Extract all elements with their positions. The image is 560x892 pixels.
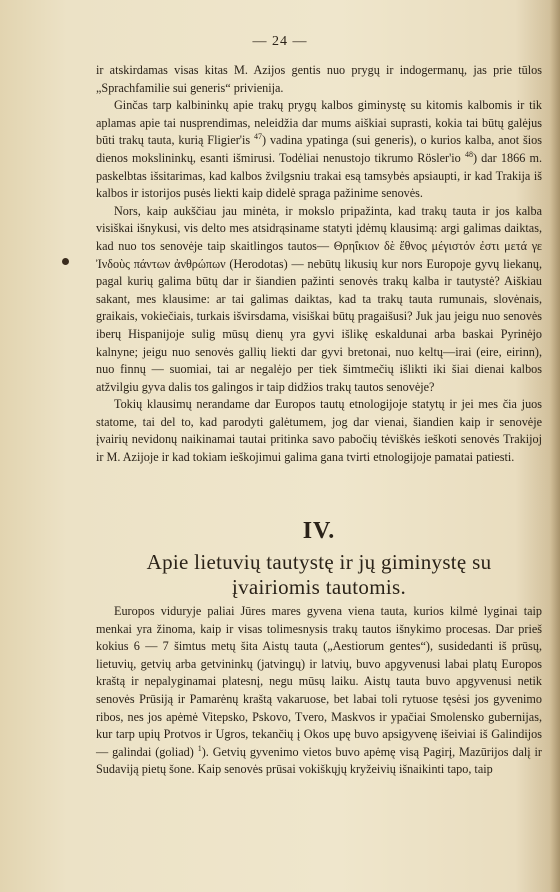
chapter-text-lower xyxy=(96,603,542,779)
body-paragraph: ir atskirdamas visas kitas M. Azijos gentis nuo prygų ir indogermanų, jas prie tūlos „Sprachfamilie sui generis“ privienija. xyxy=(96,63,542,95)
section-title-line-1: Apie lietuvių tautystę ir jų giminystę su xyxy=(146,550,492,574)
page-number: — 24 — xyxy=(252,34,308,49)
body-paragraph: Nors, kaip aukščiau jau minėta, ir mokslo pripažinta, kad trakų tauta ir jos kalba visiškai išnykusi, vis delto mes atsidrąsiname statyti įdėmų klausimą: argi galimas daiktas, kad nuo tos senovėje taip skaitlingos tautos— Θρηΐκιον δὲ ἔθνος μέγιστόν ἐστι μετά γε Ἰνδοὺς πάντων ἀνθρώπων (Herodotas) — nebūtų likusių kur nors Europoje gyvų liekanų, pagal kurių galima būtų dar ir šiandien pažinti senovės trakų kalba ir tautystė? Aiškiau sakant, mes klausime: ar tai galimas daiktas, kad ta trakų tauta rumunais, slovėnais, graikais, vokiečiais, turkais išvirsdama, visiškai būtų pragaišusi? Juk jau jeigu nuo senovės iberų Hispanijoje sulig mūsų dienų yra gyvi išlikę eskaldunai arba baskai Pyrinėjo kalnyne; jeigu nuo senovės gallių liekti dar gyvi bretonai, nuo keltų—irai (eire, eirinn), nuo finnų — suomiai, tai ar negalėjo per tiek šimtmečių išlikti iki šiai dienai kalbos atžvilgiu gyva dalis tos galingos ir taip didžios trakų tautos senovėje? xyxy=(96,203,542,394)
body-paragraph: Tokių klausimų nerandame dar Europos tautų etnologijoje statytų ir jei mes čia juos statome, tai del to, kad parodyti galėtumem, jog dar vienai, šiandien kaip ir senovėje įvairių nevidonų naikinamai tautai pritinka savo pabočių tėviškės ieškoti senovės Trakijoj ir M. Azijoje ir kad tokiam ieškojimui galima gana tvirti etnologijoje pamatai patiesti. xyxy=(96,397,542,465)
footnote-ref: 47 xyxy=(254,132,263,142)
section-number: IV. xyxy=(302,518,336,544)
page-edge xyxy=(550,0,560,892)
footnote-ref: 1 xyxy=(197,743,202,753)
chapter-text-upper xyxy=(96,62,542,467)
ink-blot xyxy=(62,258,69,265)
footnote-ref: 48 xyxy=(464,149,473,159)
section-paragraph: Europos viduryje paliai Jūres mares gyvena viena tauta, kurios kilmė lyginai taip menkai yra žinoma, kaip ir visas tolimesnysis trakų tautos išnykimo procesas. Dar prieš kokius 6 — 7 šimtus metų šita Aistų tauta („Aestiorum gentes“), susidedanti iš prūsų, lietuvių, getvių arba getvininkų (jatvingų) ir latvių, buvo apgyvenusi labai platų Europos kraštą ir nepalyginamai platesnį, negu mūsų laiku. Aistų tauta buvo apgyvenusi netik senovės Prūsiją ir Pamarėnų kraštą vakaruose, bet labai toli rytuose tęsėsi jos gyvenimo ribos, nes jos apėmė Vitepsko, Pskovo, Tvero, Maskvos ir ypačiai Smolensko gubernijas, kur tarp upių Protvos ir Ugros, tekančių į Okos upę buvo apsigyvenę išeiviai iš Galindijos — galindai (goliad) $^1$). Getvių gyvenimo vietos buvo apėmę visą Pagirį, Mazūrijos dalį ir Sudaviją pietų šone. Kaip senovės prūsai vokiškųjų kryžeivių išnaikinti tapo, taip xyxy=(96,604,542,777)
body-paragraph: Ginčas tarp kalbininkų apie trakų prygų kalbos giminystę su kitomis kalbomis ir tik aplamas apie tai nusprendimas, neleidžia dar mums aiškiai suprasti, kokia tai būtų galėjus būti trakų tauta, kurią Fligier'is $^{47}$) vadina ypatinga (sui generis), o kurios kalba, anot šios dienos mokslininkų, esanti išmirusi. Todėliai nenustojo tikrumo Rösler'io $^{48}$) dar 1866 m. paskelbtas išsitarimas, kad kalbos žvilgsniu trakai esą tamsybės apsiaupti, ir kad Trakija iš kalbos ir istorijos pusės liekti kaip didelė spraga pažinime senovės. xyxy=(96,98,542,201)
section-title-line-2: įvairiomis tautomis. xyxy=(232,575,406,599)
